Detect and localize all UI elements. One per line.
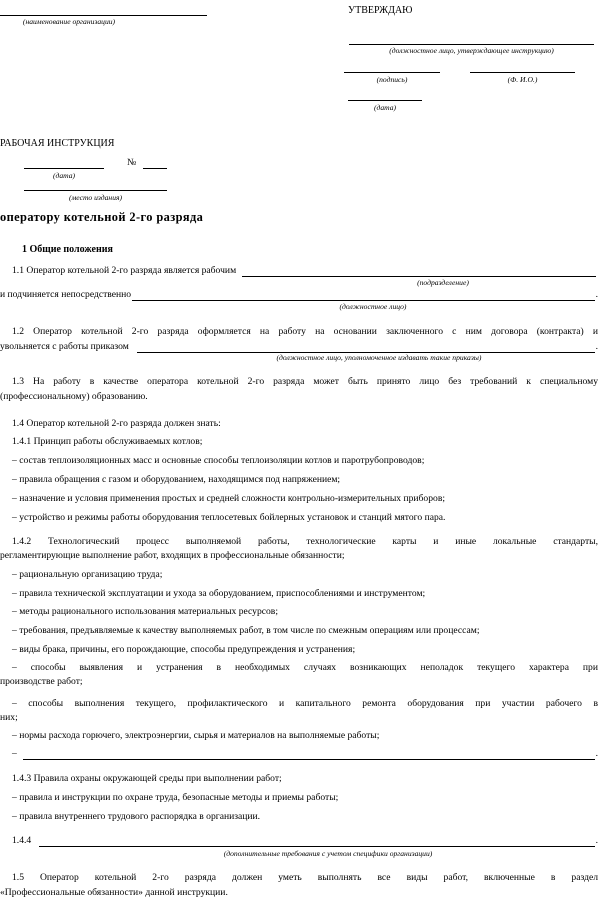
list-item: – правила обращения с газом и оборудованием, находящимся под напряжением; <box>12 474 341 485</box>
list-item: – виды брака, причины, его порождающие, способы предупреждения и устранения; <box>12 644 356 655</box>
para-1-1 <box>0 265 598 277</box>
para-1-1-b-text: и подчиняется непосредственно <box>0 289 132 300</box>
list-item: – нормы расхода горючего, электроэнергии, сырья и материалов на выполняемые работы; <box>12 730 380 741</box>
org-name-caption: (наименование организации) <box>22 17 116 26</box>
para-1-4-4-end: . <box>595 835 598 846</box>
extra-requirements-caption: (дополнительные требования с учетом специфики организации) <box>223 849 433 858</box>
subdivision-caption: (подразделение) <box>417 278 469 287</box>
fio-line <box>470 72 575 73</box>
blank-line <box>23 750 595 760</box>
section-heading: 1 Общие положения <box>22 244 113 255</box>
para-1-5-b: «Профессиональные обязанности» данной инструкции. <box>0 887 228 898</box>
signature-caption: (подпись) <box>376 75 408 84</box>
para-1-5-a: 1.5 Оператор котельной 2-го разряда должен уметь выполнять все виды работ, включенные в раздел <box>12 872 598 883</box>
signature-line <box>344 72 440 73</box>
para-1-2-b <box>0 341 598 353</box>
para-1-2-b-end: . <box>595 341 598 352</box>
doc-subject: оператору котельной 2-го разряда <box>0 210 204 224</box>
order-official-caption: (должностное лицо, уполномоченное издавать такие приказы) <box>276 353 482 362</box>
para-1-4-3: 1.4.3 Правила охраны окружающей среды при выполнении работ; <box>12 773 282 784</box>
list-item-blank-dash: – <box>12 748 17 759</box>
extra-requirements-line <box>39 837 594 847</box>
para-1-3-a: 1.3 На работу в качестве оператора котельной 2-го разряда может быть принято лицо без требований к специальному <box>12 376 598 387</box>
approve-label: УТВЕРЖДАЮ <box>348 5 413 16</box>
para-1-4-2-b: регламентирующие выполнение работ, входящих в профессиональные обязанности; <box>0 550 345 561</box>
list-item: – устройство и режимы работы оборудования теплосетевых бойлерных установок и станций мятого пара. <box>12 512 446 523</box>
doc-place-line <box>24 190 167 191</box>
subdivision-line <box>242 267 596 277</box>
list-item-long-b: производстве работ; <box>0 676 83 687</box>
list-item: – требования, предъявляемые к качеству выполняемых работ, в том числе по смежным операциям или процессам; <box>12 625 480 636</box>
doc-number-line <box>143 168 167 169</box>
para-1-3-b: (профессиональному) образованию. <box>0 391 148 402</box>
para-1-4-4-text: 1.4.4 <box>12 835 32 846</box>
list-item: – правила внутреннего трудового распорядка в организации. <box>12 811 261 822</box>
list-item-long-a: – способы выполнения текущего, профилактического и капитального ремонта оборудования при участии рабочего в <box>12 698 598 709</box>
list-item: – правила технической эксплуатации и ухода за оборудованием, приспособлениями и инструментом; <box>12 588 426 599</box>
para-1-1-b <box>0 289 598 301</box>
para-1-4-4 <box>0 835 598 847</box>
manager-caption: (должностное лицо) <box>339 302 407 311</box>
manager-line <box>132 291 595 301</box>
list-item: – методы рационального использования материальных ресурсов; <box>12 606 278 617</box>
approve-date-caption: (дата) <box>373 103 397 112</box>
para-1-2-a: 1.2 Оператор котельной 2-го разряда оформляется на работу на основании заключенного с ним договора (контракта) и <box>12 326 598 337</box>
list-item-long-b: них; <box>0 712 18 723</box>
list-item: – назначение и условия применения простых и средней сложности контрольно-измерительных приборов; <box>12 493 446 504</box>
doc-title-label: РАБОЧАЯ ИНСТРУКЦИЯ <box>0 138 115 149</box>
list-item-long-a: – способы выявления и устранения в необходимых случаях возникающих неполадок текущего характера при <box>12 662 598 673</box>
para-1-4-2-a: 1.4.2 Технологический процесс выполняемой работы, технологические карты и иные локальные стандарты, <box>12 536 598 547</box>
order-official-line <box>137 343 595 353</box>
para-1-2-b-text: увольняется с работы приказом <box>0 341 129 352</box>
org-name-line <box>0 15 207 16</box>
list-item-blank <box>0 748 598 760</box>
fio-caption: (Ф. И.О.) <box>507 75 538 84</box>
para-1-4-1: 1.4.1 Принцип работы обслуживаемых котлов; <box>12 436 203 447</box>
para-1-1-b-end: . <box>595 289 598 300</box>
list-item: – правила и инструкции по охране труда, безопасные методы и приемы работы; <box>12 792 339 803</box>
para-1-4: 1.4 Оператор котельной 2-го разряда должен знать: <box>12 418 221 429</box>
doc-date-caption: (дата) <box>52 171 76 180</box>
list-item: – рациональную организацию труда; <box>12 569 163 580</box>
official-caption: (должностное лицо, утверждающее инструкцию) <box>389 46 554 55</box>
doc-number-sign: № <box>127 157 137 168</box>
para-1-1-text: 1.1 Оператор котельной 2-го разряда является рабочим <box>12 265 237 276</box>
list-item-blank-end: . <box>595 748 598 759</box>
official-line <box>349 44 594 45</box>
list-item: – состав теплоизоляционных масс и основные способы теплоизоляции котлов и паротрубопроводов; <box>12 455 425 466</box>
doc-date-line <box>24 168 104 169</box>
doc-place-caption: (место издания) <box>68 193 123 202</box>
approve-date-line <box>348 100 422 101</box>
